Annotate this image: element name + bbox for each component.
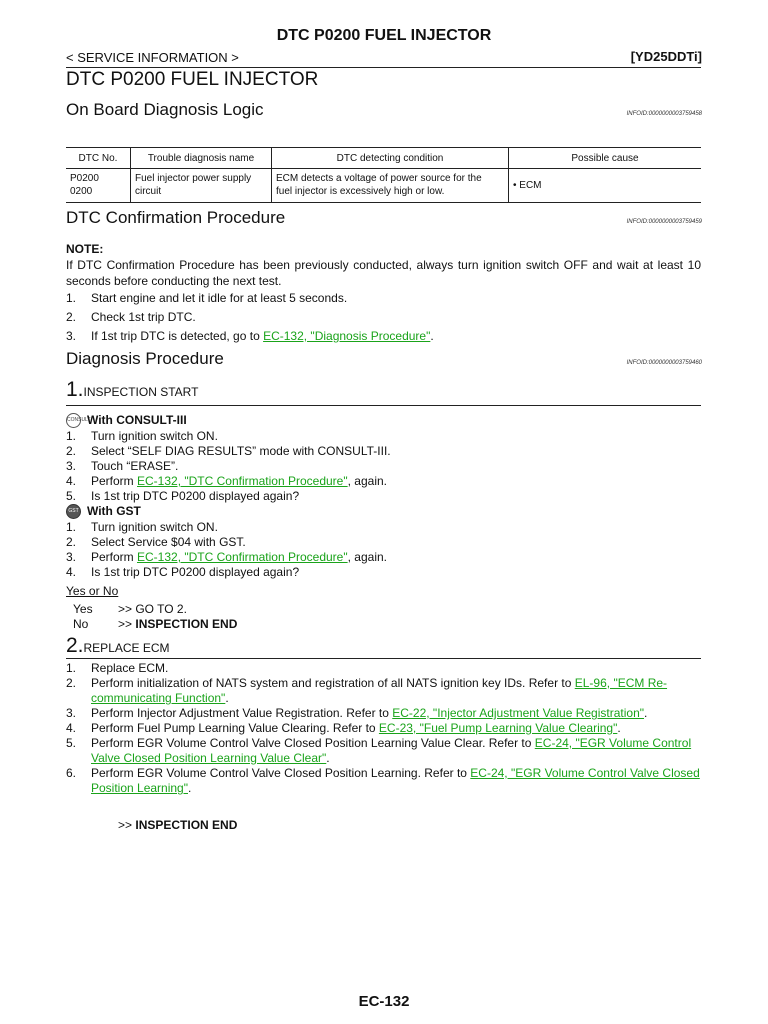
step-number: 3. xyxy=(66,706,77,720)
list-item xyxy=(66,736,701,766)
section-title: REPLACE ECM xyxy=(83,641,170,655)
diagnosis-procedure-link[interactable]: EC-132, "Diagnosis Procedure" xyxy=(263,329,431,343)
fuel-pump-learning-link[interactable]: EC-23, "Fuel Pump Learning Value Clearing" xyxy=(378,721,618,735)
confirmation-title: DTC Confirmation Procedure xyxy=(66,208,286,227)
step-text-suffix: . xyxy=(326,751,330,765)
step-text: Select “SELF DIAG RESULTS” mode with CONSULT-III. xyxy=(91,444,391,458)
egr-position-learning-link[interactable]: EC-24, "EGR Volume Control Valve Closed Position Learning" xyxy=(91,766,700,795)
yes-or-no-label: Yes or No xyxy=(66,584,119,598)
section-1-heading xyxy=(66,378,198,402)
list-item xyxy=(66,676,701,706)
section-number: 2. xyxy=(66,634,84,657)
step-text xyxy=(91,676,701,706)
section-title: INSPECTION START xyxy=(83,385,199,399)
gst-step xyxy=(66,535,246,549)
step-text-suffix: . xyxy=(644,706,648,720)
consult-step xyxy=(66,444,391,458)
consult-heading xyxy=(66,413,187,428)
gst-label: With GST xyxy=(87,504,141,518)
section-divider xyxy=(66,405,701,406)
cell-trouble-name: Fuel injector power supply circuit xyxy=(131,169,272,203)
injector-adjustment-link[interactable]: EC-22, "Injector Adjustment Value Registration" xyxy=(392,706,645,720)
step-number: 1. xyxy=(66,520,77,534)
section-2-heading xyxy=(66,634,170,658)
obd-infoid: INFOID:0000000003759458 xyxy=(626,111,702,117)
step-text: Touch “ERASE”. xyxy=(91,459,179,473)
ecm-recommunicating-link[interactable]: EL-96, "ECM Re-communicating Function" xyxy=(91,676,668,705)
list-item xyxy=(66,661,701,676)
dtc-table-header-row xyxy=(66,148,701,169)
step-text-main: Perform EGR Volume Control Valve Closed Position Learning. Refer to xyxy=(91,766,471,780)
col-header-possible-cause: Possible cause xyxy=(509,148,702,169)
step-text: Check 1st trip DTC. xyxy=(91,310,196,324)
note-text: If DTC Confirmation Procedure has been previously conducted, always turn ignition switch OFF and wait at least 10 seconds before conducting the next test. xyxy=(66,258,701,288)
step-text-main: Replace ECM. xyxy=(91,661,169,675)
step-text-suffix: . xyxy=(617,721,621,735)
step-number: 4. xyxy=(66,565,77,579)
step-text-main: Perform initialization of NATS system and registration of all NATS ignition key IDs. Refer to xyxy=(91,676,575,690)
gst-step xyxy=(66,550,387,564)
step-number: 5. xyxy=(66,736,77,750)
step-text: Perform xyxy=(91,550,138,564)
dtc-table xyxy=(66,147,701,203)
step-text: Perform xyxy=(91,474,138,488)
step-number: 6. xyxy=(66,766,77,780)
list-item xyxy=(66,721,701,736)
consult-step xyxy=(66,489,299,503)
step-number: 1. xyxy=(66,291,77,305)
step-text xyxy=(91,721,701,736)
section-number: 1. xyxy=(66,378,84,401)
note-label: NOTE: xyxy=(66,242,104,256)
consult-label: With CONSULT-III xyxy=(87,413,187,427)
end-text: INSPECTION END xyxy=(135,818,238,832)
step-text-suffix: . xyxy=(188,781,192,795)
step-text-suffix: , again. xyxy=(347,550,387,564)
step-number: 1. xyxy=(66,429,77,443)
section-divider xyxy=(66,658,701,659)
step-text: Turn ignition switch ON. xyxy=(91,429,218,443)
confirmation-step xyxy=(66,310,196,324)
egr-learning-value-clear-link[interactable]: EC-24, "EGR Volume Control Valve Closed Position Learning Value Clear" xyxy=(91,736,692,765)
list-item xyxy=(66,706,701,721)
step-text: Turn ignition switch ON. xyxy=(91,520,218,534)
page-number: EC-132 xyxy=(358,993,410,1010)
answer-label: Yes xyxy=(73,602,93,616)
page-header-title: DTC P0200 FUEL INJECTOR xyxy=(276,27,492,44)
consult-step xyxy=(66,474,387,488)
answer-action-bold: INSPECTION END xyxy=(135,617,238,631)
col-header-trouble-name: Trouble diagnosis name xyxy=(131,148,272,169)
gst-icon: GST xyxy=(66,504,81,519)
obd-logic-title: On Board Diagnosis Logic xyxy=(66,100,264,119)
step-text: If 1st trip DTC is detected, go to xyxy=(91,329,264,343)
list-item xyxy=(66,766,701,796)
diagnosis-title: Diagnosis Procedure xyxy=(66,349,224,368)
step-number: 3. xyxy=(66,550,77,564)
col-header-dtc-no: DTC No. xyxy=(66,148,131,169)
step-text xyxy=(91,736,701,766)
model-code: [YD25DDTi] xyxy=(630,49,702,64)
step-number: 3. xyxy=(66,459,77,473)
answer-yes xyxy=(73,602,187,616)
table-row xyxy=(66,169,701,203)
step-text: Select Service $04 with GST. xyxy=(91,535,246,549)
gst-step xyxy=(66,520,218,534)
gst-heading xyxy=(66,504,141,519)
header-divider xyxy=(66,67,701,68)
confirmation-step xyxy=(66,291,347,305)
step-number: 2. xyxy=(66,444,77,458)
step-text-main: Perform EGR Volume Control Valve Closed Position Learning Value Clear. Refer to xyxy=(91,736,535,750)
step-text: Is 1st trip DTC P0200 displayed again? xyxy=(91,489,300,503)
step-number: 4. xyxy=(66,474,77,488)
main-title: DTC P0200 FUEL INJECTOR xyxy=(66,69,319,90)
step-text-suffix: . xyxy=(225,691,229,705)
step-number: 2. xyxy=(66,676,77,690)
confirmation-step xyxy=(66,329,434,343)
cell-possible-cause: • ECM xyxy=(509,169,702,203)
step-text xyxy=(91,661,701,676)
step-text xyxy=(91,766,701,796)
answer-label: No xyxy=(73,617,89,631)
step-number: 4. xyxy=(66,721,77,735)
replace-ecm-steps xyxy=(66,661,701,796)
step-number: 1. xyxy=(66,661,77,675)
step-text xyxy=(91,706,701,721)
step-text-main: Perform Fuel Pump Learning Value Clearing. Refer to xyxy=(91,721,379,735)
step-text: Start engine and let it idle for at least 5 seconds. xyxy=(91,291,348,305)
col-header-condition: DTC detecting condition xyxy=(272,148,509,169)
dtc-confirmation-link[interactable]: EC-132, "DTC Confirmation Procedure" xyxy=(137,474,348,488)
gst-step xyxy=(66,565,299,579)
step-text-suffix: , again. xyxy=(347,474,387,488)
inspection-end xyxy=(118,818,237,832)
step-number: 3. xyxy=(66,329,77,343)
step-text: Is 1st trip DTC P0200 displayed again? xyxy=(91,565,300,579)
cell-condition: ECM detects a voltage of power source for the fuel injector is excessively high or low. xyxy=(272,169,509,203)
confirmation-infoid: INFOID:0000000003759459 xyxy=(626,219,702,225)
consult-step xyxy=(66,429,218,443)
cell-dtc-no: P0200 0200 xyxy=(66,169,131,203)
diagnosis-infoid: INFOID:0000000003759460 xyxy=(626,360,702,366)
step-text-main: Perform Injector Adjustment Value Registration. Refer to xyxy=(91,706,393,720)
consult-step xyxy=(66,459,178,473)
step-number: 2. xyxy=(66,310,77,324)
dtc-confirmation-link[interactable]: EC-132, "DTC Confirmation Procedure" xyxy=(137,550,348,564)
answer-action: >> GO TO 2. xyxy=(118,602,187,616)
answer-no xyxy=(73,617,237,631)
service-info-label: < SERVICE INFORMATION > xyxy=(66,50,239,65)
end-prefix: >> xyxy=(118,818,136,832)
consult-icon: CONSULT xyxy=(66,413,81,428)
step-text-suffix: . xyxy=(430,329,434,343)
step-number: 2. xyxy=(66,535,77,549)
answer-action: >> xyxy=(118,617,136,631)
step-number: 5. xyxy=(66,489,77,503)
